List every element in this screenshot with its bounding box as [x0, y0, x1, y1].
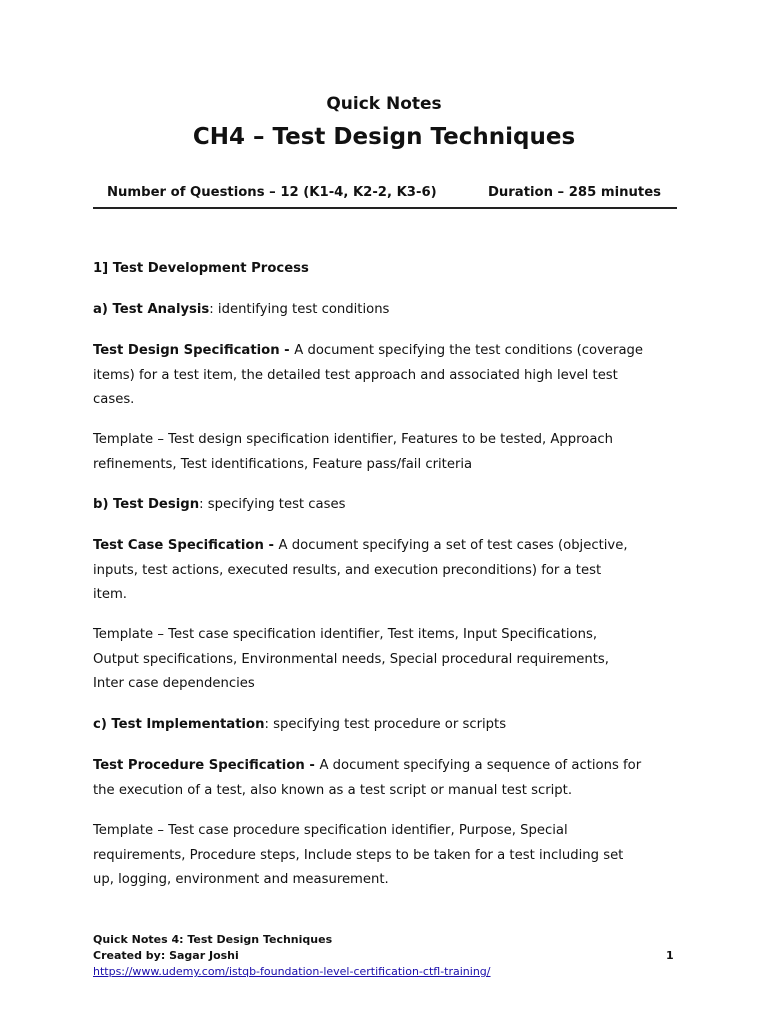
question-count: Number of Questions – 12 (K1-4, K2-2, K3-6): [107, 185, 437, 200]
paragraph-test-design: [93, 493, 673, 518]
text-line: item.: [93, 587, 127, 602]
term-text: : specifying test procedure or scripts: [264, 717, 507, 732]
text-line: up, logging, environment and measurement.: [93, 872, 389, 887]
footer-title: Quick Notes 4: Test Design Techniques: [93, 933, 333, 946]
term-label: Test Case Specification -: [93, 538, 279, 553]
text-line: items) for a test item, the detailed test approach and associated high level test: [93, 367, 618, 383]
text-line: Inter case dependencies: [93, 676, 255, 691]
text-line: A document specifying a set of test cases (objective,: [278, 538, 628, 553]
text-line: refinements, Test identifications, Feature pass/fail criteria: [93, 456, 473, 472]
paragraph-test-design-spec: [93, 339, 673, 413]
paragraph-test-procedure-spec: [93, 754, 673, 803]
text-line: requirements, Procedure steps, Include steps to be taken for a test including set: [93, 847, 624, 863]
section-heading: 1] Test Development Process: [93, 261, 309, 276]
text-line: Output specifications, Environmental needs, Special procedural requirements,: [93, 651, 609, 667]
term-label: Test Design Specification -: [93, 343, 295, 358]
term-label: a) Test Analysis: [93, 302, 210, 317]
text-line: Template – Test design specification identifier, Features to be tested, Approach: [93, 432, 614, 447]
term-label: Test Procedure Specification -: [93, 758, 320, 773]
text-line: Template – Test case specification identifier, Test items, Input Specifications,: [93, 627, 598, 642]
paragraph-template-1: [93, 428, 673, 477]
page-number: 1: [666, 949, 674, 962]
term-label: b) Test Design: [93, 497, 200, 512]
paragraph-template-2: [93, 623, 673, 697]
page-footer: [93, 932, 491, 980]
paragraph-test-case-spec: [93, 534, 673, 608]
text-line: the execution of a test, also known as a test script or manual test script.: [93, 782, 573, 798]
text-line: Template – Test case procedure specification identifier, Purpose, Special: [93, 823, 568, 838]
document-subtitle: Quick Notes: [326, 94, 442, 114]
text-line: inputs, test actions, executed results, and execution preconditions) for a test: [93, 562, 602, 578]
text-line: A document specifying the test conditions (coverage: [294, 343, 644, 358]
term-label: c) Test Implementation: [93, 717, 265, 732]
exam-meta-row: [93, 185, 677, 209]
exam-duration: Duration – 285 minutes: [487, 185, 661, 200]
text-line: cases.: [93, 392, 135, 407]
term-text: : identifying test conditions: [209, 302, 390, 317]
document-title: CH4 – Test Design Techniques: [192, 124, 576, 150]
text-line: A document specifying a sequence of actions for: [319, 758, 642, 773]
paragraph-test-analysis: [93, 298, 673, 323]
footer-author: Created by: Sagar Joshi: [93, 949, 239, 962]
paragraph-template-3: [93, 819, 673, 893]
paragraph-test-implementation: [93, 713, 673, 738]
term-text: : specifying test cases: [199, 497, 346, 512]
course-link[interactable]: https://www.udemy.com/istqb-foundation-level-certification-ctfl-training/: [93, 965, 491, 978]
